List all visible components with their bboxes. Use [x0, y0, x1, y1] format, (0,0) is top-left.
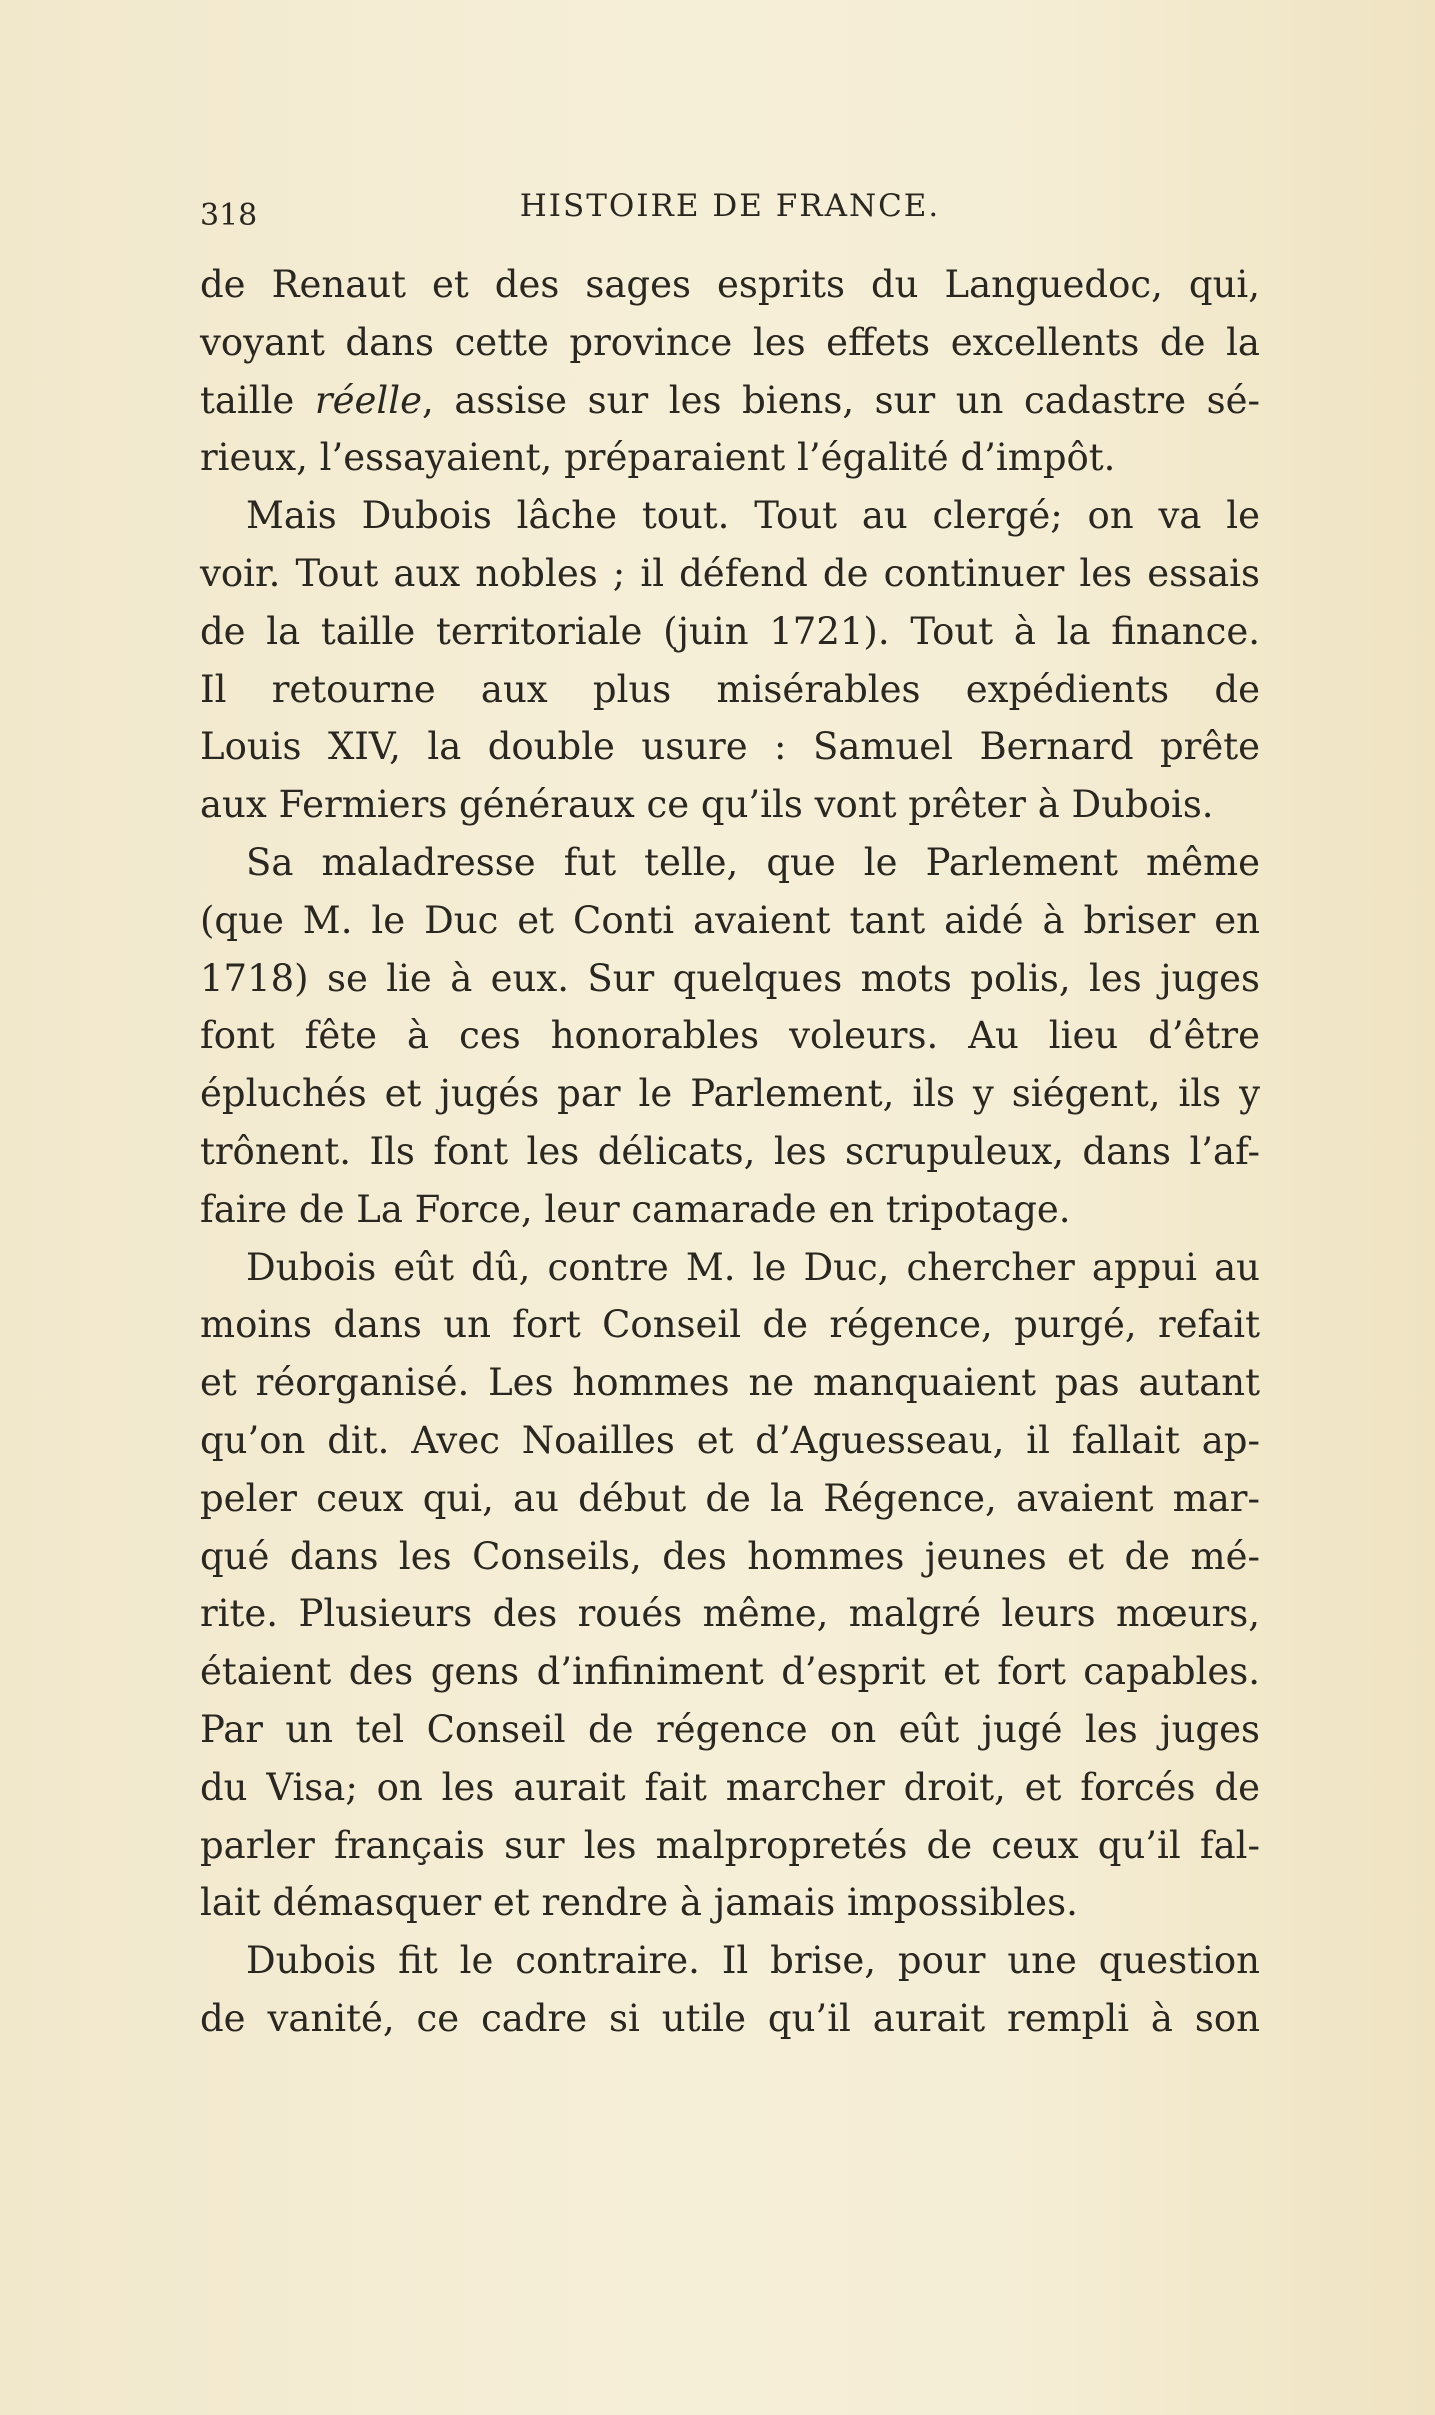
text-line: Sa maladresse fut telle, que le Parlement même [246, 840, 1260, 884]
text-line: de Renaut et des sages esprits du Languedoc, qui, [200, 263, 1260, 306]
text-line: étaient des gens d’infiniment d’esprit et fort capables. [200, 1650, 1260, 1694]
text-line: rite. Plusieurs des roués même, malgré leurs mœurs, [200, 1592, 1260, 1636]
text-line: du Visa; on les aurait fait marcher droit, et forcés de [200, 1765, 1260, 1809]
text-line: faire de La Force, leur camarade en tripotage. [200, 1187, 1071, 1231]
body-text [200, 256, 1260, 2048]
text-line: Louis XIV, la double usure : Samuel Bernard prête [200, 725, 1260, 769]
text-segment: taille [200, 378, 315, 422]
text-line: Dubois eût dû, contre M. le Duc, chercher appui au [246, 1245, 1260, 1289]
paragraph [200, 256, 1260, 487]
paragraph [200, 834, 1260, 1239]
running-title: HISTOIRE DE FRANCE. [519, 188, 941, 224]
text-line: et réorganisé. Les hommes ne manquaient pas autant [200, 1361, 1260, 1405]
text-line: de la taille territoriale (juin 1721). Tout à la finance. [200, 609, 1260, 653]
italic-word: réelle [314, 378, 422, 422]
text-segment: , assise sur les biens, sur un cadastre sé- [421, 378, 1260, 422]
paragraph [200, 1239, 1260, 1933]
text-line: rieux, l’essayaient, préparaient l’égalité d’impôt. [200, 436, 1116, 480]
text-line: Il retourne aux plus misérables expédients de [200, 667, 1260, 711]
text-line: (que M. le Duc et Conti avaient tant aidé à briser en [200, 898, 1260, 942]
paragraph [200, 1932, 1260, 2048]
text-line: Dubois fit le contraire. Il brise, pour une question [246, 1939, 1260, 1983]
text-line: font fête à ces honorables voleurs. Au lieu d’être [200, 1014, 1260, 1058]
text-line: parler français sur les malpropretés de ceux qu’il fal- [200, 1823, 1260, 1867]
text-line: peler ceux qui, au début de la Régence, avaient mar- [200, 1476, 1260, 1520]
text-line [200, 372, 1260, 430]
text-line: 1718) se lie à eux. Sur quelques mots polis, les juges [200, 956, 1260, 1000]
text-line: qué dans les Conseils, des hommes jeunes et de mé- [200, 1534, 1260, 1578]
page-number: 318 [200, 198, 258, 233]
text-line: Mais Dubois lâche tout. Tout au clergé; on va le [246, 494, 1260, 538]
text-line: de vanité, ce cadre si utile qu’il aurait rempli à son [200, 1996, 1260, 2040]
text-line: voir. Tout aux nobles ; il défend de continuer les essais [200, 551, 1260, 595]
page-header [200, 184, 1260, 234]
text-line: trônent. Ils font les délicats, les scrupuleux, dans l’af- [200, 1129, 1260, 1173]
text-line: épluchés et jugés par le Parlement, ils y siégent, ils y [200, 1072, 1260, 1116]
text-line: moins dans un fort Conseil de régence, purgé, refait [200, 1303, 1260, 1347]
text-line: voyant dans cette province les effets excellents de la [200, 320, 1260, 364]
paragraph [200, 487, 1260, 834]
text-line: aux Fermiers généraux ce qu’ils vont prêter à Dubois. [200, 783, 1214, 827]
text-line: Par un tel Conseil de régence on eût jugé les juges [200, 1707, 1260, 1751]
text-line: qu’on dit. Avec Noailles et d’Aguesseau, il fallait ap- [200, 1418, 1260, 1462]
text-line: lait démasquer et rendre à jamais impossibles. [200, 1881, 1078, 1925]
